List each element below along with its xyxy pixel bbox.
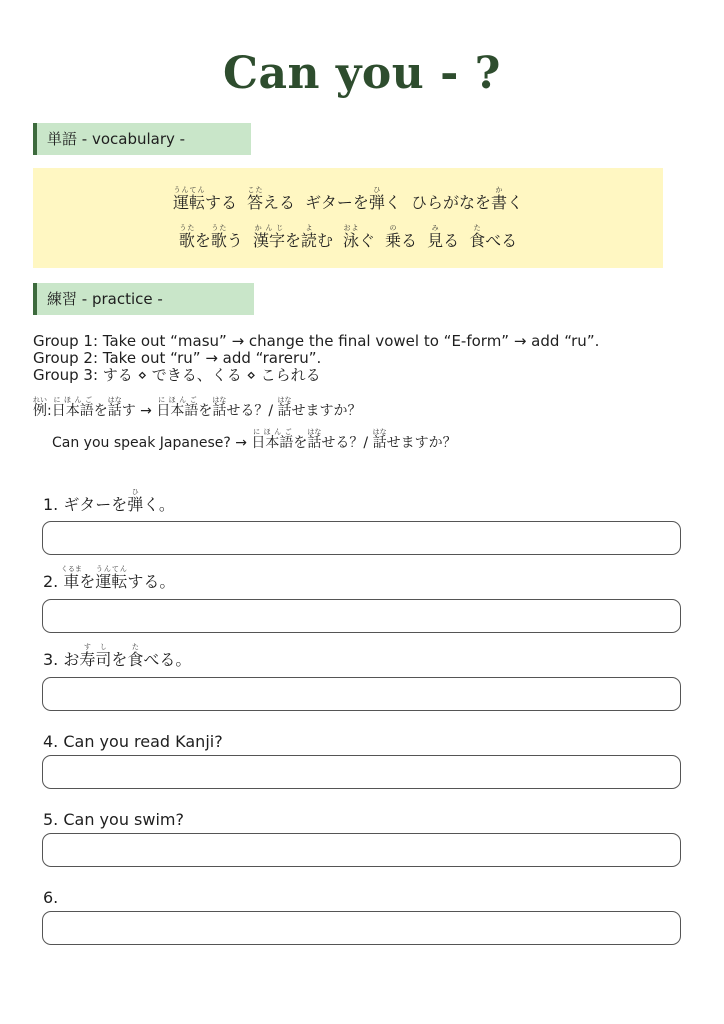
- page-title: Can you - ?: [223, 48, 501, 99]
- furigana-word: 食た: [127, 643, 144, 669]
- furigana-reading: こた: [247, 186, 264, 194]
- furigana-word: 日本語にほんご: [156, 396, 199, 419]
- furigana-reading: れい: [33, 396, 47, 404]
- furigana-word: 話はな: [107, 396, 122, 419]
- furigana-reading: ひ: [368, 186, 385, 194]
- answer-field-6[interactable]: [42, 911, 681, 945]
- practice-heading: 練習 - practice -: [33, 283, 254, 315]
- furigana-word: 見み: [427, 224, 444, 250]
- furigana-word: 食た: [469, 224, 486, 250]
- furigana-reading: はな: [372, 428, 387, 436]
- furigana-reading: か: [490, 186, 507, 194]
- vocabulary-word: 漢字かんじを読よむ: [252, 224, 333, 250]
- rule-group-3: Group 3: する ⋄ できる、くる ⋄ こられる: [33, 366, 321, 384]
- question-5-label: 5. Can you swim?: [43, 810, 184, 829]
- furigana-word: 歌うた: [210, 224, 227, 250]
- vocabulary-row-2: [33, 224, 663, 251]
- furigana-word: 漢字かんじ: [252, 224, 285, 250]
- furigana-reading: よ: [300, 224, 317, 232]
- furigana-reading: うた: [178, 224, 195, 232]
- furigana-word: 寿司すし: [79, 643, 112, 669]
- furigana-reading: ひ: [127, 488, 144, 496]
- furigana-word: 話はな: [212, 396, 227, 419]
- vocabulary-heading: 単語 - vocabulary -: [33, 123, 251, 155]
- rule-group-2: Group 2: Take out “ru” → add “rareru”.: [33, 349, 322, 367]
- furigana-word: 読よ: [300, 224, 317, 250]
- question-2-label: 2. 車くるまを運転うんてんする。: [43, 565, 176, 591]
- furigana-reading: およ: [343, 224, 360, 232]
- furigana-word: 運転うんてん: [95, 565, 128, 591]
- vocabulary-word: 泳およぐ: [343, 224, 376, 250]
- furigana-word: 歌うた: [178, 224, 195, 250]
- furigana-word: 日本語にほんご: [251, 428, 294, 451]
- vocabulary-word: 答こたえる: [247, 186, 296, 212]
- vocabulary-word: 歌うたを歌うたう: [178, 224, 243, 250]
- vocabulary-word: 食たべる: [469, 224, 518, 250]
- furigana-word: 書か: [490, 186, 507, 212]
- furigana-reading: かんじ: [252, 224, 285, 232]
- question-1-label: 1. ギターを弾ひく。: [43, 488, 175, 514]
- furigana-reading: はな: [277, 396, 292, 404]
- furigana-reading: はな: [307, 428, 322, 436]
- vocabulary-word: ひらがなを書かく: [410, 186, 523, 212]
- furigana-reading: み: [427, 224, 444, 232]
- furigana-reading: にほんご: [251, 428, 294, 436]
- furigana-word: 日本語にほんご: [51, 396, 94, 419]
- question-6-label: 6.: [43, 888, 59, 907]
- answer-field-5[interactable]: [42, 833, 681, 867]
- furigana-reading: た: [127, 643, 144, 651]
- furigana-reading: にほんご: [51, 396, 94, 404]
- furigana-reading: くるま: [60, 565, 82, 573]
- conjugation-rules: [33, 333, 599, 384]
- furigana-reading: うた: [210, 224, 227, 232]
- vocabulary-row-1: [33, 186, 663, 213]
- furigana-reading: にほんご: [156, 396, 199, 404]
- answer-field-4[interactable]: [42, 755, 681, 789]
- answer-field-1[interactable]: [42, 521, 681, 555]
- furigana-word: 話はな: [372, 428, 387, 451]
- furigana-word: 車くるま: [60, 565, 82, 591]
- vocabulary-box: [33, 168, 663, 268]
- question-4-label: 4. Can you read Kanji?: [43, 732, 223, 751]
- furigana-word: 答こた: [247, 186, 264, 212]
- furigana-word: 弾ひ: [127, 488, 144, 514]
- furigana-reading: すし: [79, 643, 112, 651]
- vocabulary-word: 乗のる: [385, 224, 418, 250]
- answer-field-3[interactable]: [42, 677, 681, 711]
- vocabulary-word: ギターを弾ひく: [305, 186, 401, 212]
- vocabulary-word: 見みる: [427, 224, 460, 250]
- furigana-reading: うんてん: [95, 565, 128, 573]
- furigana-word: 弾ひ: [368, 186, 385, 212]
- furigana-reading: の: [385, 224, 402, 232]
- furigana-reading: はな: [107, 396, 122, 404]
- furigana-word: 運転うんてん: [173, 186, 206, 212]
- example-sentence: 例れい:日本語にほんごを話はなす → 日本語にほんごを話はなせる？/ 話はなせますか？: [33, 396, 362, 419]
- furigana-word: 乗の: [385, 224, 402, 250]
- furigana-word: 話はな: [307, 428, 322, 451]
- question-3-label: 3. お寿司すしを食たべる。: [43, 643, 192, 669]
- rule-group-1: Group 1: Take out “masu” → change the final vowel to “E-form” → add “ru”.: [33, 332, 600, 350]
- vocabulary-word: 運転うんてんする: [173, 186, 238, 212]
- furigana-word: 例れい: [33, 396, 47, 419]
- furigana-word: 泳およ: [343, 224, 360, 250]
- example-translation: Can you speak Japanese? → 日本語にほんごを話はなせる？/ 話はなせますか？: [52, 428, 457, 451]
- furigana-reading: うんてん: [173, 186, 206, 194]
- furigana-reading: た: [469, 224, 486, 232]
- furigana-word: 話はな: [277, 396, 292, 419]
- answer-field-2[interactable]: [42, 599, 681, 633]
- furigana-reading: はな: [212, 396, 227, 404]
